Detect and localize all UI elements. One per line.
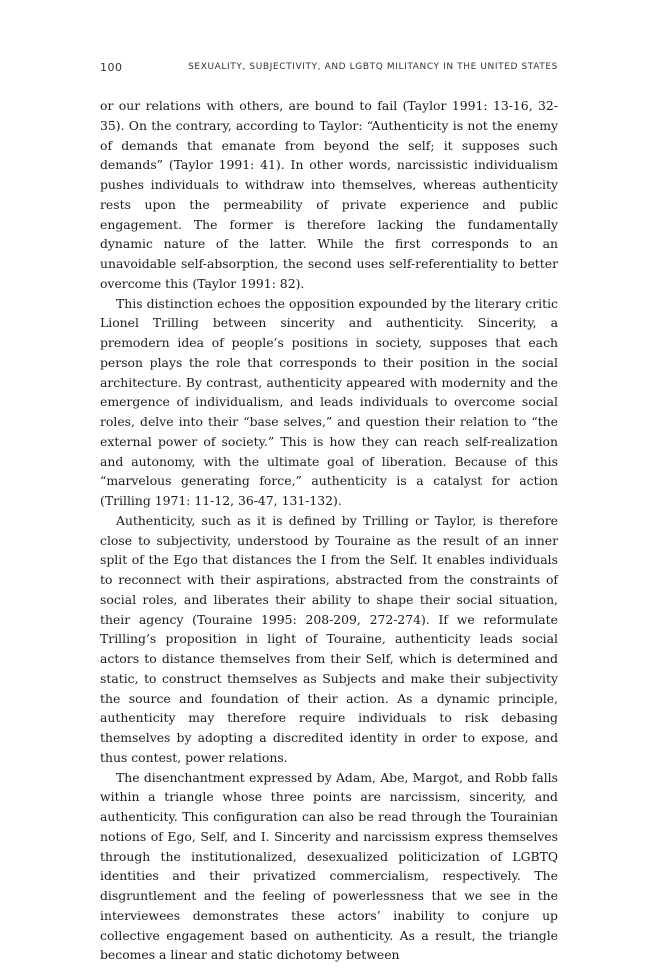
page-header [100,61,558,77]
paragraph: This distinction echoes the opposition expounded by the literary critic Lionel Trilling between sincerity and authenticity. Sincerity, a premodern idea of people’s positions in society, supposes that each person plays the role that corresponds to their position in the social architecture. By contrast, authenticity appeared with modernity and the emergence of individualism, and leads individuals to overcome social roles, delve into their “base selves,” and question their relation to “the external power of society.” This is how they can reach self-realization and autonomy, with the ultimate goal of liberation. Because of this “marvelous generating force,” authenticity is a catalyst for action (Trilling 1971: 11-12, 36-47, 131-132). [100,295,558,508]
paragraph: or our relations with others, are bound to fail (Taylor 1991: 13-16, 32-35). On the contrary, according to Taylor: “Authenticity is not the enemy of demands that emanate from beyond the self; it supposes such demands” (Taylor 1991: 41). In other words, narcissistic individualism pushes individuals to withdraw into themselves, whereas authenticity rests upon the permeability of private experience and public engagement. The former is therefore lacking the fundamentally dynamic nature of the latter. While the first corresponds to an unavoidable self-absorption, the second uses self-referentiality to better overcome this (Taylor 1991: 82). [100,98,558,291]
paragraph: Authenticity, such as it is defined by Trilling or Taylor, is therefore close to subjectivity, understood by Touraine as the result of an inner split of the Ego that distances the I from the Self. It enables individuals to reconnect with their aspirations, abstracted from the constraints of social roles, and liberates their ability to shape their social situation, their agency (Touraine 1995: 208-209, 272-274). If we reformulate Trilling’s proposition in light of Touraine, authenticity leads social actors to distance themselves from their Self, which is determined and static, to construct themselves as Subjects and make their subjectivity the source and foundation of their action. As a dynamic principle, authenticity may therefore require individuals to risk debasing themselves by adopting a discredited identity in order to expose, and thus contest, power relations. [100,512,558,765]
paragraph: The disenchantment expressed by Adam, Abe, Margot, and Robb falls within a triangle whose three points are narcissism, sincerity, and authenticity. This configuration can also be read through the Tourainian notions of Ego, Self, and I. Sincerity and narcissism express themselves through the institutionalized, desexualized politicization of LGBTQ identities and their privatized commercialism, respectively. The disgruntlement and the feeling of powerlessness that we see in the interviewees demonstrates these actors’ inability to conjure up collective engagement based on authenticity. As a result, the triangle becomes a linear and static dichotomy between [100,769,558,963]
body-text [100,96,558,965]
running-head: SEXUALITY, SUBJECTIVITY, AND LGBTQ MILITANCY IN THE UNITED STATES [188,62,558,72]
page-number: 100 [100,61,123,74]
